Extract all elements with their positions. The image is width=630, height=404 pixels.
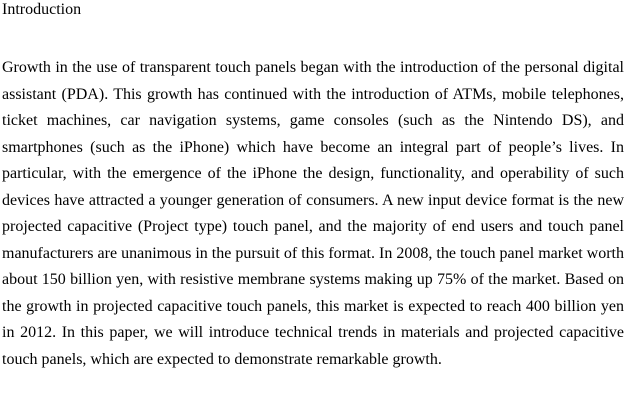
paragraph-line: particular, with the emergence of the iPhone the design, functionality, and operability of such (2, 165, 624, 182)
paragraph-line: assistant (PDA). This growth has continued with the introduction of ATMs, mobile telephones, (2, 85, 624, 103)
paragraph-line: about 150 billion yen, with resistive membrane systems making up 75% of the market. Based on (2, 271, 624, 288)
paragraph-line: Growth in the use of transparent touch panels began with the introduction of the personal digital (2, 59, 624, 76)
paragraph-line: the growth in projected capacitive touch panels, this market is expected to reach 400 billion yen (2, 297, 624, 315)
paragraph-line: touch panels, which are expected to demonstrate remarkable growth. (2, 350, 442, 368)
paragraph-line: projected capacitive (Project type) touch panel, and the majority of end users and touch panel (2, 218, 624, 235)
paragraph-line: manufacturers are unanimous in the pursuit of this format. In 2008, the touch panel market worth (2, 244, 624, 262)
paragraph-line: in 2012. In this paper, we will introduce technical trends in materials and projected capacitive (2, 324, 624, 341)
paragraph-line: devices have attracted a younger generation of consumers. A new input device format is the new (2, 191, 624, 209)
paragraph-line: ticket machines, car navigation systems, game consoles (such as the Nintendo DS), and (2, 112, 624, 129)
paragraph-line: smartphones (such as the iPhone) which have become an integral part of people’s lives. In (2, 138, 624, 156)
body-paragraph (2, 55, 624, 373)
section-heading: Introduction (2, 1, 82, 18)
